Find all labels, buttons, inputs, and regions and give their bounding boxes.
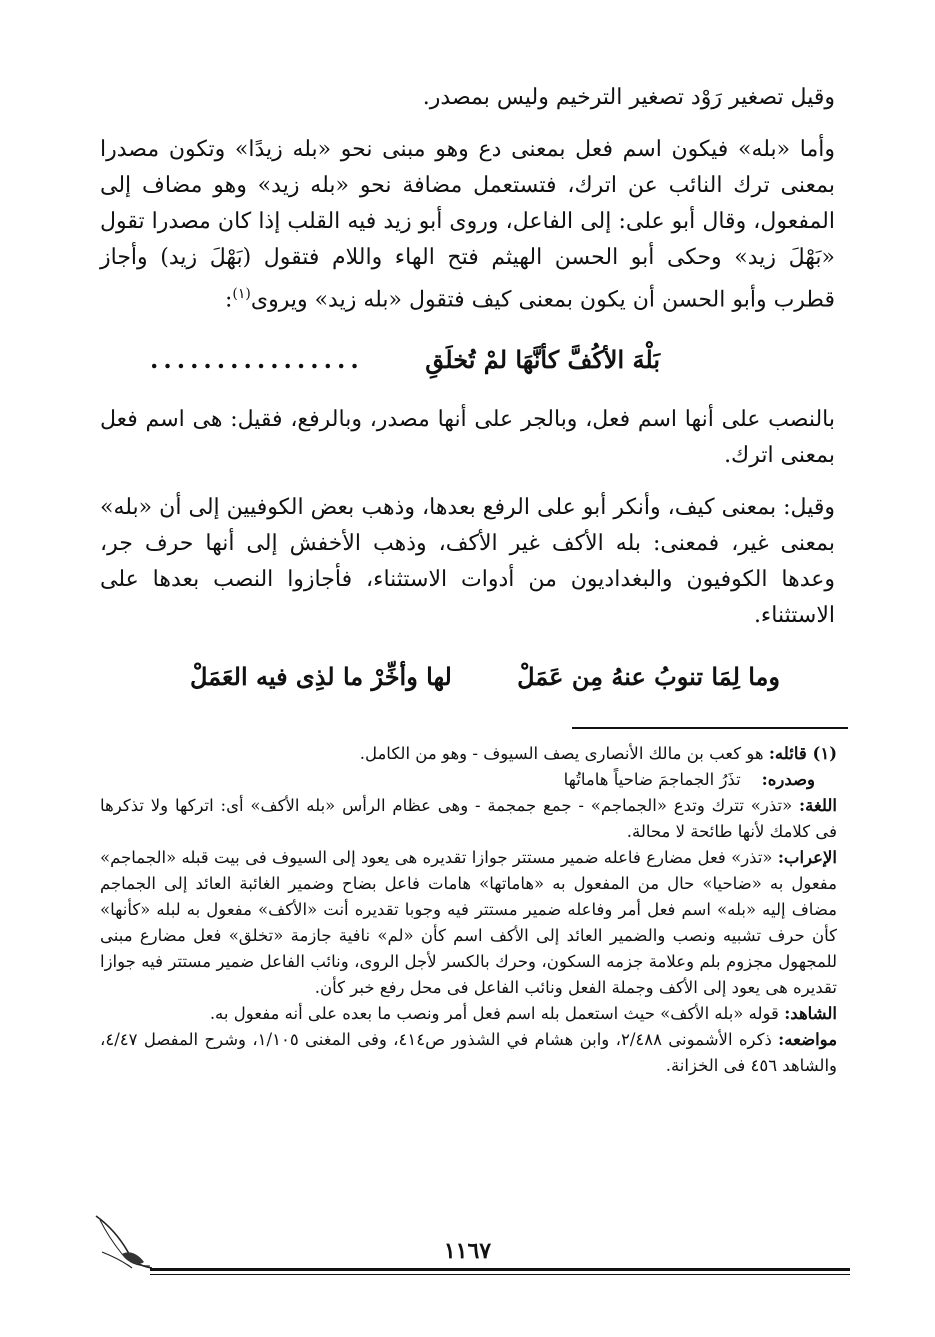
verse-1-ellipsis: ................	[150, 345, 364, 374]
footnote-mawadi	[100, 1027, 837, 1079]
bottom-rule-thick	[150, 1268, 850, 1271]
footnote-1	[100, 741, 837, 767]
footnote-shahid	[100, 1001, 837, 1027]
footnote-sadr	[100, 767, 837, 793]
main-text	[100, 80, 835, 318]
paragraph-2-colon: :	[224, 287, 233, 313]
verse-2-first-hemistich: وما لِمَا تنوبُ عنهُ مِن عَمَلْ	[517, 662, 780, 691]
footnote-irab	[100, 845, 837, 1001]
verse-1-hemistich: بَلْهَ الأكُفَّ كأنَّهَا لمْ تُخلَقِ	[425, 345, 660, 374]
footnote-irab-text: «تذر» فعل مضارع فاعله ضمير مستتر جوازا تقديره هى يعود إلى السيوف فى بيت قبله «الجماجم» مفعول به «ضاحيا» حال من المفعول به «هاماتها» هامات فاعل بضاح وضمير الغائبة العائد إلى الجماجم مضاف إليه «بله» اسم فعل أمر وفاعله ضمير مستتر فيه وجوبا تقديره أنت «الأكف» مفعول به لبله «كأنها» كأن حرف تشبيه ونصب والضمير العائد إلى الأكف اسم كأن «لم» نافية جازمة «تخلق» فعل مضارع مبنى للمجهول مجزوم بلم وعلامة جزمه السكون، وحرك بالكسر لأجل الروى، ونائب الفاعل ضمير مستتر فيه جوازا تقديره هى يعود إلى الأكف وجملة الفعل ونائب الفاعل فى محل رفع خبر كأن.	[100, 848, 837, 997]
paragraph-2-text: وأما «بله» فيكون اسم فعل بمعنى دع وهو مبنى نحو «بله زيدًا» وتكون مصدرا بمعنى ترك النائب عن اترك، فتستعمل مضافة نحو «بله زيد» وهو مضاف إلى المفعول، وقال أبو على: إلى الفاعل، وروى أبو زيد فيه القلب إذا كان مصدرا تقول «بَهْلَ زيد» وحكى أبو الحسن الهيثم فتح الهاء واللام فتقول (بَهْلَ زيد) وأجاز قطرب وأبو الحسن أن يكون بمعنى كيف فتقول «بله زيد» ويروى	[100, 137, 835, 313]
footnote-shahid-label: الشاهد:	[784, 1004, 837, 1023]
main-text-2	[100, 402, 835, 634]
footnote-1-label: (١) قائله:	[768, 744, 837, 763]
footnote-shahid-text: قوله «بله الأكف» حيث استعمل بله اسم فعل أمر ونصب ما بعده على أنه مفعول به.	[209, 1004, 779, 1023]
footnote-ref-1: (١)	[232, 286, 251, 302]
bottom-rule-thin	[150, 1274, 850, 1275]
verse-2	[190, 662, 780, 706]
footnote-irab-label: الإعراب:	[777, 848, 837, 867]
footnote-sadr-text: تذَرُ الجماجمَ ضاحياً هاماتُها	[563, 770, 741, 789]
paragraph-2	[100, 132, 835, 318]
page-number: ١١٦٧	[443, 1238, 492, 1264]
paragraph-1: وقيل تصغير رَوْد تصغير الترخيم وليس بمصدر.	[422, 85, 835, 110]
paragraph-3: بالنصب على أنها اسم فعل، وبالجر على أنها مصدر، وبالرفع، فقيل: هى اسم فعل بمعنى اترك.	[100, 407, 835, 468]
footnote-mawadi-text: ذكره الأشمونى ٢/٤٨٨، وابن هشام في الشذور ص٤١٤، وفى المغنى ١/١٠٥، وشرح المفصل ٤/٤٧، والشاهد ٤٥٦ فى الخزانة.	[100, 1030, 837, 1075]
footnote-lugha-label: اللغة:	[799, 796, 837, 815]
footnote-lugha-text: «تذر» تترك وتدع «الجماجم» - جمع جمجمة - وهى عظام الرأس «بله الأكف» أى: اتركها ولا تذكرها فى كلامك لأنها طائحة لا محالة.	[100, 796, 837, 841]
verse-1	[150, 345, 800, 385]
paragraph-4: وقيل: بمعنى كيف، وأنكر أبو على الرفع بعدها، وذهب بعض الكوفيين إلى أن «بله» بمعنى غير، فمعنى: بله الأكف غير الأكف، وذهب الأخفش إلى أنها حرف جر، وعدها الكوفيون والبغداديون من أدوات الاستثناء، فأجازوا النصب بعدها على الاستثناء.	[100, 495, 835, 628]
footnotes	[100, 741, 837, 1079]
footnote-sadr-label: وصدره:	[761, 770, 815, 789]
verse-2-second-hemistich: لها وأخِّرْ ما لذِى فيه العَمَلْ	[190, 662, 452, 691]
footnote-lugha	[100, 793, 837, 845]
footnote-separator	[572, 727, 848, 729]
footnote-mawadi-label: مواضعه:	[778, 1030, 838, 1049]
footnote-1-text: هو كعب بن مالك الأنصارى يصف السيوف - وهو من الكامل.	[359, 744, 764, 763]
